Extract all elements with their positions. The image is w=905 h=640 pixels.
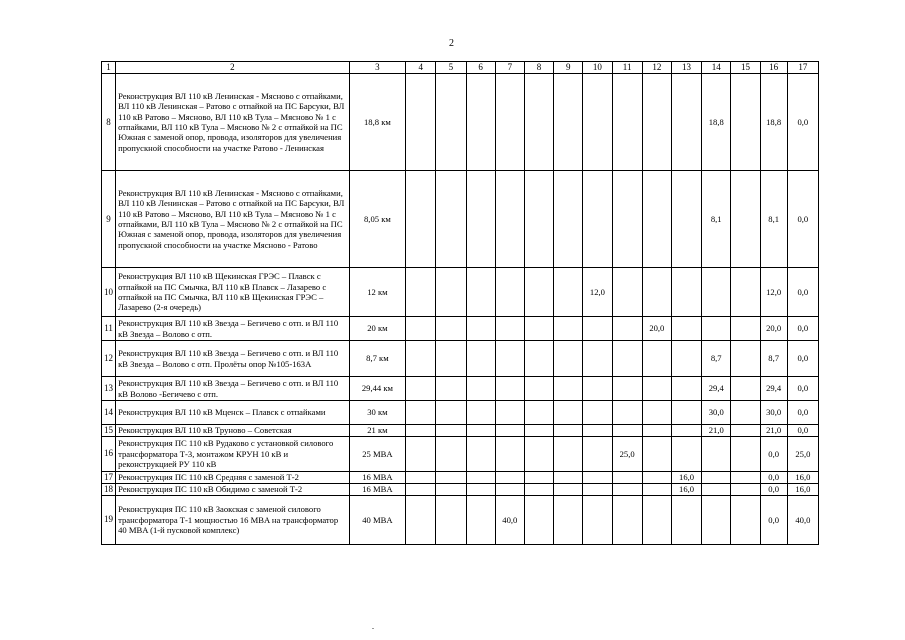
value-cell (642, 268, 671, 317)
investment-table (101, 61, 819, 545)
table-row (102, 495, 819, 544)
value-cell (642, 471, 671, 483)
value-cell: 25,0 (612, 436, 642, 471)
value-cell (466, 74, 495, 171)
value-cell (731, 74, 760, 171)
value-cell: 0,0 (787, 171, 818, 268)
value-cell (731, 377, 760, 401)
value-cell (702, 268, 731, 317)
value-cell (554, 483, 583, 495)
value-cell (524, 377, 553, 401)
table-row (102, 436, 819, 471)
value-cell: 20,0 (760, 317, 787, 341)
value-cell: 21,0 (702, 425, 731, 437)
description-cell: Реконструкция ПС 110 кВ Заокская с заменой силового трансформатора Т-1 мощностью 16 MBA на трансформатор 40 MBA (1-й пусковой комплекс) (116, 495, 350, 544)
value-cell (466, 425, 495, 437)
value-cell (612, 425, 642, 437)
value-cell (436, 401, 466, 425)
value-cell (731, 171, 760, 268)
scan-speck (372, 628, 374, 629)
value-cell (466, 171, 495, 268)
value-cell (612, 377, 642, 401)
header-cell: 17 (787, 62, 818, 74)
value-cell (554, 171, 583, 268)
value-cell (524, 436, 553, 471)
value-cell: 8,7 (702, 341, 731, 377)
value-cell: 0,0 (787, 341, 818, 377)
value-cell (731, 495, 760, 544)
value-cell (671, 268, 701, 317)
value-cell (495, 471, 524, 483)
value-cell (466, 341, 495, 377)
value-cell (583, 425, 612, 437)
value-cell: 16,0 (671, 471, 701, 483)
value-cell (642, 436, 671, 471)
value-cell (583, 341, 612, 377)
capacity-cell: 18,8 км (349, 74, 405, 171)
value-cell (612, 471, 642, 483)
value-cell (524, 341, 553, 377)
value-cell (731, 471, 760, 483)
capacity-cell: 8,05 км (349, 171, 405, 268)
table-row (102, 483, 819, 495)
value-cell (554, 341, 583, 377)
value-cell (583, 171, 612, 268)
description-cell: Реконструкция ПС 110 кВ Обидимо с заменой Т-2 (116, 483, 350, 495)
value-cell (524, 471, 553, 483)
value-cell (495, 377, 524, 401)
capacity-cell: 12 км (349, 268, 405, 317)
table-row (102, 377, 819, 401)
header-cell: 14 (702, 62, 731, 74)
value-cell (612, 74, 642, 171)
value-cell (642, 377, 671, 401)
row-number-cell: 9 (102, 171, 116, 268)
value-cell: 0,0 (787, 425, 818, 437)
value-cell (702, 495, 731, 544)
value-cell (406, 401, 436, 425)
value-cell (436, 268, 466, 317)
header-cell: 15 (731, 62, 760, 74)
header-cell: 9 (554, 62, 583, 74)
value-cell (466, 268, 495, 317)
table-row (102, 74, 819, 171)
value-cell (554, 317, 583, 341)
row-number-cell: 18 (102, 483, 116, 495)
capacity-cell: 25 MBA (349, 436, 405, 471)
capacity-cell: 20 км (349, 317, 405, 341)
value-cell: 25,0 (787, 436, 818, 471)
value-cell (466, 317, 495, 341)
value-cell (524, 171, 553, 268)
value-cell (466, 471, 495, 483)
value-cell (554, 74, 583, 171)
value-cell (524, 268, 553, 317)
value-cell (495, 401, 524, 425)
value-cell (406, 74, 436, 171)
value-cell (466, 495, 495, 544)
value-cell (524, 483, 553, 495)
value-cell (495, 425, 524, 437)
row-number-cell: 14 (102, 401, 116, 425)
value-cell (495, 483, 524, 495)
value-cell: 12,0 (583, 268, 612, 317)
capacity-cell: 30 км (349, 401, 405, 425)
description-cell: Реконструкция ВЛ 110 кВ Звезда – Бегичево с отп. и ВЛ 110 кВ Звезда – Волово с отп. Пролёты опор №105-163А (116, 341, 350, 377)
description-cell: Реконструкция ПС 110 кВ Рудаково с установкой силового трансформатора Т-3, монтажом КРУН 10 кВ и реконструкцией РУ 110 кВ (116, 436, 350, 471)
value-cell (554, 377, 583, 401)
value-cell (436, 425, 466, 437)
capacity-cell: 40 MBA (349, 495, 405, 544)
value-cell (436, 495, 466, 544)
row-number-cell: 12 (102, 341, 116, 377)
capacity-cell: 21 км (349, 425, 405, 437)
value-cell (436, 317, 466, 341)
description-cell: Реконструкция ВЛ 110 кВ Ленинская - Мясново с отпайками, ВЛ 110 кВ Ленинская – Ратово с отпайкой на ПС Барсуки, ВЛ 110 кВ Ратово – Мясново, ВЛ 110 кВ Тула – Мясново № 1 с отпайками, ВЛ 110 кВ Тула – Мясново № 2 с отпайкой на ПС Южная с заменой опор, провода, изоляторов для увеличения пропускной способности на участке Ратово - Ленинская (116, 74, 350, 171)
value-cell (554, 401, 583, 425)
value-cell: 18,8 (702, 74, 731, 171)
value-cell (406, 317, 436, 341)
value-cell (406, 425, 436, 437)
table-row (102, 171, 819, 268)
value-cell: 0,0 (787, 317, 818, 341)
table-row (102, 425, 819, 437)
row-number-cell: 8 (102, 74, 116, 171)
value-cell (436, 171, 466, 268)
description-cell: Реконструкция ВЛ 110 кВ Труново – Советская (116, 425, 350, 437)
value-cell (583, 317, 612, 341)
value-cell (702, 483, 731, 495)
header-cell: 6 (466, 62, 495, 74)
value-cell (583, 377, 612, 401)
value-cell (406, 268, 436, 317)
header-cell: 7 (495, 62, 524, 74)
description-cell: Реконструкция ВЛ 110 кВ Звезда – Бегичево с отп. и ВЛ 110 кВ Волово -Бегичево с отп. (116, 377, 350, 401)
value-cell: 12,0 (760, 268, 787, 317)
value-cell (612, 268, 642, 317)
value-cell (436, 377, 466, 401)
value-cell: 0,0 (787, 74, 818, 171)
value-cell (495, 171, 524, 268)
value-cell (612, 483, 642, 495)
value-cell (406, 341, 436, 377)
value-cell (554, 268, 583, 317)
value-cell (612, 341, 642, 377)
value-cell (524, 401, 553, 425)
value-cell (642, 74, 671, 171)
value-cell (583, 471, 612, 483)
value-cell (495, 341, 524, 377)
description-cell: Реконструкция ПС 110 кВ Средняя с заменой Т-2 (116, 471, 350, 483)
value-cell (671, 171, 701, 268)
value-cell (554, 436, 583, 471)
value-cell (583, 436, 612, 471)
row-number-cell: 19 (102, 495, 116, 544)
value-cell (554, 471, 583, 483)
value-cell (436, 483, 466, 495)
value-cell (731, 401, 760, 425)
value-cell (642, 401, 671, 425)
value-cell (495, 74, 524, 171)
value-cell (612, 401, 642, 425)
value-cell: 8,1 (760, 171, 787, 268)
capacity-cell: 8,7 км (349, 341, 405, 377)
value-cell (642, 483, 671, 495)
header-cell: 5 (436, 62, 466, 74)
capacity-cell: 16 MBA (349, 483, 405, 495)
value-cell (524, 425, 553, 437)
value-cell (466, 377, 495, 401)
value-cell (612, 171, 642, 268)
value-cell: 16,0 (671, 483, 701, 495)
value-cell (671, 341, 701, 377)
value-cell (671, 495, 701, 544)
value-cell: 30,0 (760, 401, 787, 425)
value-cell (671, 436, 701, 471)
value-cell: 16,0 (787, 483, 818, 495)
value-cell (731, 483, 760, 495)
description-cell: Реконструкция ВЛ 110 кВ Ленинская - Мясново с отпайками, ВЛ 110 кВ Ленинская – Ратово с отпайкой на ПС Барсуки, ВЛ 110 кВ Ратово – Мясново, ВЛ 110 кВ Тула – Мясново № 1 с отпайками, ВЛ 110 кВ Тула – Мясново № 2 с отпайкой на ПС Южная с заменой опор, провода, изоляторов для увеличения пропускной способности на участке Мясново - Ратово (116, 171, 350, 268)
value-cell (554, 495, 583, 544)
row-number-cell: 16 (102, 436, 116, 471)
value-cell (612, 495, 642, 544)
value-cell: 0,0 (787, 268, 818, 317)
value-cell (583, 74, 612, 171)
value-cell (731, 341, 760, 377)
value-cell: 0,0 (760, 436, 787, 471)
capacity-cell: 29,44 км (349, 377, 405, 401)
header-cell: 12 (642, 62, 671, 74)
value-cell (554, 425, 583, 437)
value-cell (642, 341, 671, 377)
value-cell (731, 425, 760, 437)
header-cell: 3 (349, 62, 405, 74)
value-cell (466, 401, 495, 425)
header-cell: 13 (671, 62, 701, 74)
table-row (102, 341, 819, 377)
value-cell: 0,0 (787, 377, 818, 401)
page-number: 2 (449, 38, 454, 49)
value-cell: 0,0 (760, 471, 787, 483)
value-cell (406, 495, 436, 544)
header-cell: 16 (760, 62, 787, 74)
value-cell (731, 317, 760, 341)
value-cell (671, 377, 701, 401)
value-cell (702, 471, 731, 483)
value-cell: 0,0 (787, 401, 818, 425)
value-cell: 21,0 (760, 425, 787, 437)
value-cell (406, 471, 436, 483)
header-cell: 1 (102, 62, 116, 74)
row-number-cell: 10 (102, 268, 116, 317)
row-number-cell: 17 (102, 471, 116, 483)
row-number-cell: 13 (102, 377, 116, 401)
value-cell (436, 341, 466, 377)
value-cell (671, 401, 701, 425)
value-cell (583, 495, 612, 544)
value-cell (702, 436, 731, 471)
value-cell (583, 483, 612, 495)
row-number-cell: 15 (102, 425, 116, 437)
value-cell (495, 317, 524, 341)
table-row (102, 471, 819, 483)
value-cell: 40,0 (787, 495, 818, 544)
value-cell (642, 495, 671, 544)
value-cell (524, 317, 553, 341)
value-cell (731, 268, 760, 317)
value-cell: 16,0 (787, 471, 818, 483)
value-cell: 30,0 (702, 401, 731, 425)
value-cell (702, 317, 731, 341)
value-cell (406, 377, 436, 401)
value-cell (406, 171, 436, 268)
value-cell (406, 436, 436, 471)
table-row (102, 268, 819, 317)
value-cell: 40,0 (495, 495, 524, 544)
value-cell (524, 495, 553, 544)
value-cell (671, 425, 701, 437)
value-cell (436, 74, 466, 171)
value-cell: 29,4 (702, 377, 731, 401)
table-row (102, 317, 819, 341)
value-cell (436, 436, 466, 471)
table-row (102, 401, 819, 425)
value-cell (495, 268, 524, 317)
value-cell: 8,7 (760, 341, 787, 377)
value-cell (495, 436, 524, 471)
value-cell: 0,0 (760, 495, 787, 544)
value-cell: 8,1 (702, 171, 731, 268)
header-cell: 2 (116, 62, 350, 74)
header-row (102, 62, 819, 74)
header-cell: 10 (583, 62, 612, 74)
description-cell: Реконструкция ВЛ 110 кВ Звезда – Бегичево с отп. и ВЛ 110 кВ Звезда – Волово с отп. (116, 317, 350, 341)
value-cell (612, 317, 642, 341)
value-cell (436, 471, 466, 483)
value-cell: 0,0 (760, 483, 787, 495)
value-cell: 29,4 (760, 377, 787, 401)
description-cell: Реконструкция ВЛ 110 кВ Мценск – Плавск с отпайками (116, 401, 350, 425)
value-cell (524, 74, 553, 171)
header-cell: 4 (406, 62, 436, 74)
description-cell: Реконструкция ВЛ 110 кВ Щекинская ГРЭС – Плавск с отпайкой на ПС Смычка, ВЛ 110 кВ Плавск – Лазарево с отпайкой на ПС Смычка, ВЛ 110 кВ Щекинская ГРЭС – Лазарево (2-я очередь) (116, 268, 350, 317)
value-cell (583, 401, 612, 425)
header-cell: 8 (524, 62, 553, 74)
value-cell (466, 483, 495, 495)
value-cell (642, 425, 671, 437)
value-cell: 20,0 (642, 317, 671, 341)
value-cell (671, 317, 701, 341)
capacity-cell: 16 MBA (349, 471, 405, 483)
value-cell (642, 171, 671, 268)
value-cell (466, 436, 495, 471)
header-cell: 11 (612, 62, 642, 74)
row-number-cell: 11 (102, 317, 116, 341)
value-cell (731, 436, 760, 471)
value-cell (406, 483, 436, 495)
value-cell: 18,8 (760, 74, 787, 171)
value-cell (671, 74, 701, 171)
